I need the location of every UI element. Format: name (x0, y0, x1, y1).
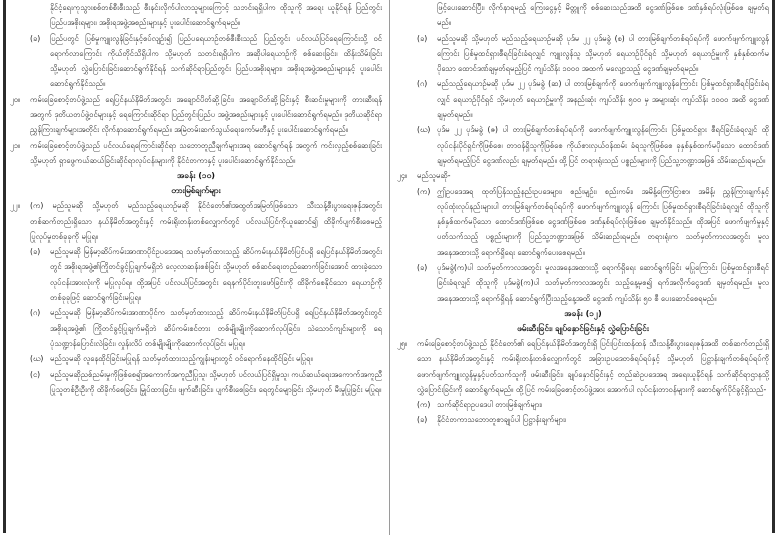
paragraph-text: မည်သူမဆို- (417, 171, 451, 181)
section-number: (က) (417, 186, 431, 196)
paragraph-text: ဤဥပဒေအရ ထုတ်ပြန်သည့်နည်းဥပဒေများ၊ စည်းမျဉ်း၊ စည်းကမ်း၊ အမိန့်ကြော်ငြာစာ၊ အမိန့်၊ ညွှန်ကြားချက်နှင့် လုပ်ထုံးလုပ်နည်းများပါ တားမြစ်ချက်တစ်ရပ်ရပ်ကို ဖောက်ဖျက်ကျူးလွန် ကြောင်း ပြစ်မှုထင်ရှားစီရင်ခြင်းခံရလျှင် ထိုသူကို နှစ်နှစ်ထက်မပိုသော ထောင်ဒဏ်ဖြစ်စေ ငွေဒဏ်ဖြစ်စေ ဒဏ်နှစ်ရပ်လုံးဖြစ်စေ ချမှတ်နိုင်သည်။ ထိုအပြင် ဖောက်ဖျက်မှုနှင့် ပတ်သက်သည့် ပစ္စည်းများကို ပြည်သူ့ဘဏ္ဍာအဖြစ် သိမ်းဆည်းရမည်။ တရားရုံးက သတ်မှတ်ကာလအတွင်း မူလအနေအထားသို့ ရောက်ရှိရေး ဆောင်ရွက်ပေးစေရမည်။ (437, 186, 769, 257)
paragraph (10, 351, 382, 366)
section-number: (ခ) (30, 247, 41, 257)
section-number: (ဂ) (30, 308, 41, 318)
paragraph-text: မည်သူမဆို လူနေထိုင်ခြင်းမပြုရန် သတ်မှတ်ထားသည့်ကျွန်းများတွင် ဝင်ရောက်နေထိုင်ခြင်း မပြုရ။ (50, 354, 313, 364)
paragraph-text: နိုင်ငံတကာသဘောတူစာချုပ်ပါ ပြဋ္ဌာန်းချက်များ၊ (437, 415, 567, 425)
section-number: (ခ) (417, 263, 428, 273)
paragraph (397, 0, 769, 31)
section-number: (ဃ) (417, 125, 431, 135)
paragraph (10, 0, 382, 31)
section-number: (ဃ) (30, 354, 44, 364)
chapter-heading: အခန်း (၁၀) (177, 170, 215, 181)
paragraph (397, 260, 769, 306)
paragraph-text: (က) မည်သူမဆို သို့မဟုတ် မည်သည့်ရေယာဉ်မဆို နိုင်ငံတော်၏အထွတ်အမြတ်ဖြစ်သော သီးသန့်စီးပွားရေးဇုန်အတွင်း တစ်ဆက်တည်းရှိသော နယ်နိမိတ်အတွင်းနှင့် ကမ်းရိုးတန်းတစ်လျှောက်တွင် ပင်လယ်ပြင်ကိုယူဆောင်၍ ထိခိုက်ပျက်စီးစေမည့် ပြုလုပ်မှုတစ်ခုခုကို မပြုရ။ (30, 201, 382, 241)
section-number: (ခ) (417, 415, 428, 425)
paragraph (10, 31, 382, 92)
paragraph (397, 76, 769, 122)
section-number: (ဂ) (417, 79, 428, 89)
paragraph-text: မည်သူမဆို မြန်မာ့ဆိပ်ကမ်းအာဏာပိုင်က သတ်မှတ်ထားသည့် ဆိပ်ကမ်းနယ်နိမိတ်ပြင်ပရှိ ရေပြင်နယ်နိမိတ်အတွင်းတွင် အစိုးရအဖွဲ့၏ ကြိုတင်ခွင့်ပြုချက်မရှိဘဲ ဆိပ်ကမ်းစင်တား တစ်မျိုးမျိုးကိုဆောက်လုပ်ခြင်း၊ သဲသောင်ကျင်းများကို ရေပုံသဏ္ဍာန်ပြောင်းလဲခြင်း၊ လှုန်းလိပ် တစ်မျိုးမျိုးကိုဆောက်လုပ်ခြင်း မပြုရ။ (50, 308, 382, 348)
paragraph (10, 305, 382, 351)
paragraph-text: မည်သူမဆို မြန်မာ့ဆိပ်ကမ်းအာဏာပိုင်ဥပဒေအရ သတ်မှတ်ထားသည့် ဆိပ်ကမ်းနယ်နိမိတ်ပြင်ပရှိ ရေပြင်နယ်နိမိတ်အတွင်းတွင် အစိုးရအဖွဲ့၏ကြိုတင်ခွင့်ပြုချက်မရှိဘဲ လေ့လာဆန်းစစ်ခြင်း သို့မဟုတ် စစ်ဆင်ရေးတည်ဆောက်ခြင်းအောင် ထားခဲ့သောလုပ်ငန်းအားလုံးကို မပြုလုပ်ရ။ ထို့အပြင် ပင်လယ်ပြင်အတွင်း ရေနက်ပိုင်းတူးဖော်ခြင်းကို ထိခိုက်စေနိုင်သော ရေယာဉ်ကို တစ်ခုခုဖြင့် ဆောင်ရွက်ခြင်းမပြုရ။ (50, 247, 382, 303)
section-number: (ခ) (30, 33, 41, 43)
paragraph-text: မည်သူမဆိုညစ်ညမ်းမှုကိုဖြစ်စေ၍အကောက်အကူညီပြုသူ၊ သို့မဟုတ် ပင်လယ်ပြင်ရှိမှုသူ၊ ကယ်ဆယ်ရေးအကောက်အကူညီပြုသူတစ်ဦးဦးကို ထိခိုက်စေခြင်း၊ မြှုပ်ထားခြင်း၊ ဖျက်ဆီးခြင်း၊ ပျက်စီးစေခြင်း၊ ရေတွင်မျောခြင်း သို့မဟုတ် မီးမှုပြုခြင်း မပြုရ။ (50, 369, 382, 394)
chapter-heading: အခန်း (၁၂) (564, 307, 602, 318)
paragraph-text: ပုဒ်မ ၂၂ ပုဒ်မခွဲ (ဇ) ပါ တားမြစ်ချက်တစ်ရပ်ရပ်ကို ဖောက်ဖျက်ကျူးလွန်ကြောင်း ပြစ်မှုထင်ရှား စီရင်ခြင်းခံရလျှင် ထိုလုပ်ငန်းပိုင်ရှင်ကိုဖြစ်စေ၊ တာဝန်ရှိသူကိုဖြစ်စေ ကိုယ်စားလှယ်ဝန်ထမ်း ခံရသူကိုဖြစ်စေ ခုနှစ်နှစ်ထက်မပိုသော ထောင်ဒဏ်ချမှတ်ရမည့်ပြင် ငွေဒဏ်လည်း ချမှတ်ရမည်။ ထို့ပြင် တရားရုံးသည် ပစ္စည်းများကို ပြည်သူ့ဘဏ္ဍာအဖြစ် သိမ်းဆည်းရမည်။ (437, 125, 769, 165)
paragraph-text: သက်ဆိုင်ရာဥပဒေပါ တားမြစ်ချက်များ၊ (437, 400, 543, 410)
paragraph-text: ပြည်ပတွင် ပြစ်မှုကျူးလွန်ခြင်းနှင့်စပ်လျဉ်း၍ ပြည်ပရေယာဉ်တစ်စီးစီးသည် ပြည်တွင်း ပင်လယ်ပြင်ရေကြောင်းသို့ ဝင်ရောက်လာကြောင်း ကိုယ်တိုင်သိရှိပါက သို့မဟုတ် သတင်းရရှိပါက အဆိုပါရေယာဉ်ကို စစ်ဆေးခြင်း၊ ထိန်းသိမ်းခြင်း သို့မဟုတ် လွှဲပြောင်းခြင်းဆောင်ရွက်နိုင်ရန် သက်ဆိုင်ရာပြည်တွင်း ပြည်ပအစိုးရများ၊ အစိုးရအဖွဲ့အစည်းများနှင့် ပူးပေါင်းဆောင်ရွက်နိုင်သည်။ (50, 33, 382, 89)
right-column (397, 0, 769, 535)
paragraph-text: ကမ်းခြေစောင့်တပ်ဖွဲ့သည် ပင်လယ်ရေကြောင်းဆိုင်ရာ သဘောတူညီချက်များအရ ဆောင်ရွက်ရန် အတွက် ကင်းလှည့်စစ်ဆေးခြင်း သို့မဟုတ် ရှာဖွေကယ်ဆယ်ခြင်းဆိုင်ရာလုပ်ငန်းများကို နိုင်ငံတကာနှင့် ပူးပေါင်းဆောင်ရွက်နိုင်သည်။ (30, 140, 382, 165)
paragraph (397, 184, 769, 260)
section-number: (ခ) (417, 33, 428, 43)
paragraph-text: မည်သည့်ရေယာဉ်မဆို ပုဒ်မ ၂၂ ပုဒ်မခွဲ (ဆ) ပါ တားမြစ်ချက်ကို ဖောက်ဖျက်ကျူးလွန်ကြောင်း ပြစ်မှုထင်ရှားစီရင်ခြင်းခံရလျှင် ရေယာဉ်ပိုင်ရှင် သို့မဟုတ် ရေယာဉ်မှူးကို အနည်းဆုံး ကျပ်သိန်း ၅၀၀ မှ အများဆုံး ကျပ်သိန်း ၁၀၀၀ အထိ ငွေဒဏ်ချမှတ်ရမည်။ (437, 79, 769, 120)
paragraph (397, 31, 769, 77)
paragraph-text: နိုင်ငံ့ရေးကုသွားစစ်တစ်စီးစီးသည် စီးနင်းလိုက်ပါလာသူများကြောင့် သဘင်းရရှိပါက ထိုသူကို အရေး ယူနိုင်ရန် ပြည်တွင်းပြည်ပအစိုးရများ၊ အစိုးရအဖွဲ့အစည်းများနှင့် ပူးပေါင်းဆောင်ရွက်ရမည်။ (50, 3, 382, 28)
left-column (10, 0, 382, 535)
section-number: ၂၁။ (10, 140, 21, 150)
paragraph (10, 244, 382, 305)
section-number: ၂၄။ (397, 171, 408, 181)
paragraph-text: ပုဒ်မခွဲ(က)ပါ သတ်မှတ်ကာလအတွင်း မူလအနေအထားသို့ ရောက်ရှိရေး ဆောင်ရွက်ခြင်း မပြုကြောင်း ပြစ်မှုထင်ရှားစီရင်ခြင်းခံရလျှင် ထိုသူကို ပုဒ်မခွဲ(က)ပါ သတ်မှတ်ကာလအတွင်း သည့်နေ့မှစ၍ ရက်အလိုက်ငွေဒဏ် ချမှတ်ရမည်။ မူလအနေအထားသို့ ရောက်ရှိရန် ဆောင်ရွက်ပြီးသည့်နေ့အထိ ငွေဒဏ် ကျပ်သိန်း ၅၀ စီ ပေးဆောင်စေရမည်။ (437, 263, 769, 303)
column-divider (389, 0, 390, 535)
section-number: ၂၅။ (397, 338, 408, 348)
paragraph (397, 397, 769, 412)
paragraph (397, 122, 769, 168)
section-number: ၂၂။ (10, 201, 20, 211)
paragraph (397, 336, 769, 397)
paragraph-text: မည်သူမဆို သို့မဟုတ် မည်သည့်ရေယာဉ်မဆို ပုဒ်မ ၂၂ ပုဒ်မခွဲ (စ) ပါ တားမြစ်ချက်တစ်ရပ်ရပ်ကို ဖောက်ဖျက်ကျူးလွန်ကြောင်း ပြစ်မှုထင်ရှားစီရင်ခြင်းခံရလျှင် ကျူးလွန်သူ သို့မဟုတ် ရေယာဉ်ပိုင်ရှင် သို့မဟုတ် ရေယာဉ်မှူးကို နှစ်နှစ်ထက်မပိုသော ထောင်ဒဏ်ချမှတ်ရမည့်ပြင် ကျပ်သိန်း ၁၀၀၀ အထက် မလျော့သည့် ငွေဒဏ်ချမှတ်ရမည်။ (437, 33, 769, 74)
paragraph (10, 198, 382, 244)
section-number: (င) (30, 369, 41, 379)
paragraph (397, 412, 769, 427)
paragraph (10, 138, 382, 169)
paragraph (397, 168, 769, 183)
chapter-heading: ဖမ်းဆီးခြင်း၊ ချုပ်နှောင်ခြင်းနှင့် လွှဲပြောင်းခြင်း (517, 322, 649, 333)
paragraph-text: ကမ်းခြေစောင့်တပ်ဖွဲ့သည် နိုင်ငံတော်၏ ရေပြင်နယ်နိမိတ်အတွင်းရှိ ပြင်းပြင်းထန်ထန် သီးသန့်စီးပွားရေးဇုန်အထိ တစ်ဆက်တည်းရှိသော နယ်နိမိတ်အတွင်းနှင့် ကမ်းရိုးတန်းတစ်လျှောက်တွင် အခြားဥပဒေတစ်ရပ်ရပ်နှင့် သို့မဟုတ် ပြဋ္ဌာန်းချက်တစ်ရပ်ရပ်ကို ဖောက်ဖျက်ကျူးလွန်မှုနှင့်ပတ်သက်သူကို ဖမ်းဆီးခြင်း၊ ချုပ်နှောင်ခြင်းနှင့် တည်ဆဲဥပဒေအရ အရေးယူနိုင်ရန် သက်ဆိုင်ရာဌာနသို့ လွှဲပြောင်းခြင်းကို ဆောင်ရွက်ရမည်။ ထို့ပြင် ကမ်းခြေစောင့်တပ်ဖွဲ့အား အောက်ပါ လုပ်ငန်းတာဝန်များကို ဆောင်ရွက်ပိုင်ခွင့်ရှိသည်- (417, 338, 769, 394)
paragraph-text: ဖြင့်ပေးဆောင်ပြီး၊ လိုက်နာရမည့် ကြေးငွေနှင့် မိတ္တူကို စစ်ဆေးသည်အထိ ငွေဒဏ်ဖြစ်စေ ဒဏ်နှစ်ရပ်လုံးဖြစ်စေ ချမှတ်ရမည်။ (437, 3, 769, 28)
chapter-heading: တားမြစ်ချက်များ (171, 185, 221, 196)
paragraph-text: ကမ်းခြေစောင့်တပ်ဖွဲ့သည် ရေပြင်နယ်နိမိတ်အတွင်း အချောင်ပိတ်ဆို့ခြင်း၊ အချောပိတ်ဆို့ခြင်းနှင့် စီးဆင်းမှုများကို တားဆီးရန်အတွက် ဒုတိယတပ်ဖွဲ့ဝင်များနှင့် ရေကြောင်းဆိုင်ရာ ပြည်တွင်းပြည်ပ အဖွဲ့အစည်းများနှင့် ပူးပေါင်းဆောင်ရွက်ရမည်။ ဒုတိယဆိုင်ရာ ညွှန်ကြားချက်များအတိုင်း လိုက်နာဆောင်ရွက်ရမည်။ အမြဲတမ်းဆက်သွယ်ရေးကော်မတီနှင့် ပူးပေါင်းဆောင်ရွက်ရမည်။ (30, 94, 382, 135)
section-number: ၂၀။ (10, 94, 21, 104)
section-number: (က) (417, 400, 431, 410)
paragraph (10, 92, 382, 138)
paragraph (10, 367, 382, 398)
